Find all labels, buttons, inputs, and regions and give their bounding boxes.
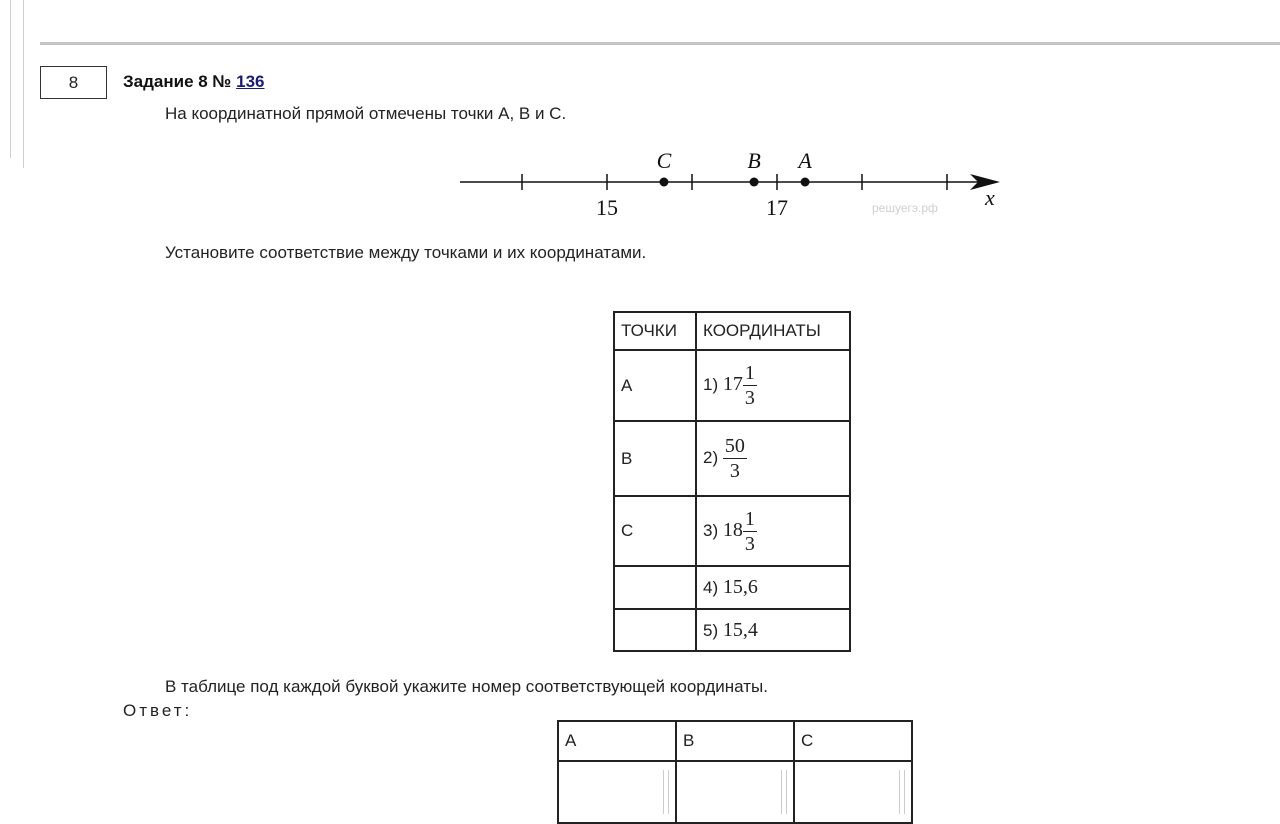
task-number-box: 8 xyxy=(40,66,107,99)
decimal-value: 15,4 xyxy=(722,618,758,641)
coordinate-option-5 xyxy=(696,609,850,651)
task-instruction: Установите соответствие между точками и их координатами. xyxy=(165,243,647,262)
answer-header-c: C xyxy=(794,721,912,761)
denominator: 3 xyxy=(744,387,755,409)
answer-input-b[interactable] xyxy=(676,761,794,823)
fraction xyxy=(723,435,747,482)
answer-label: Ответ: xyxy=(123,701,193,720)
point-cell-empty xyxy=(614,566,696,609)
mixed-fraction xyxy=(722,362,757,409)
separator xyxy=(40,42,1280,45)
mixed-fraction xyxy=(722,507,757,555)
point-label-b: B xyxy=(747,148,761,173)
numerator: 50 xyxy=(724,435,745,457)
input-field[interactable] xyxy=(781,770,787,814)
point-cell-b: B xyxy=(614,421,696,496)
coordinate-option-1 xyxy=(696,350,850,421)
numerator: 1 xyxy=(744,362,755,384)
denominator: 3 xyxy=(744,532,755,555)
whole-part: 17 xyxy=(722,373,743,396)
tick-label-15: 15 xyxy=(596,195,618,220)
point-cell-a: A xyxy=(614,350,696,421)
answer-header-b: B xyxy=(676,721,794,761)
tick-label-17: 17 xyxy=(766,195,788,220)
answer-instruction: В таблице под каждой буквой укажите номер соответствующей координаты. xyxy=(165,677,768,696)
point-cell-empty xyxy=(614,609,696,651)
point-cell-c: C xyxy=(614,496,696,566)
matching-table xyxy=(613,311,851,652)
option-number: 4) xyxy=(703,578,719,597)
point-a xyxy=(801,178,810,187)
whole-part: 18 xyxy=(722,518,743,541)
task-id-link[interactable]: 136 xyxy=(236,72,265,91)
number-line xyxy=(440,140,1010,225)
point-label-a: A xyxy=(798,148,812,173)
axis-label-x: x xyxy=(985,185,995,210)
option-number: 3) xyxy=(703,520,719,540)
coordinate-option-4 xyxy=(696,566,850,609)
answer-header-a: A xyxy=(558,721,676,761)
answer-table xyxy=(557,720,913,824)
answer-input-c[interactable] xyxy=(794,761,912,823)
answer-input-a[interactable] xyxy=(558,761,676,823)
option-number: 1) xyxy=(703,375,719,395)
coordinate-option-2 xyxy=(696,421,850,496)
decimal-value: 15,6 xyxy=(722,576,758,598)
header-coordinates: КООРДИНАТЫ xyxy=(696,312,850,350)
point-label-c: C xyxy=(656,148,672,173)
task-title xyxy=(123,72,264,92)
watermark: решуегэ.рф xyxy=(872,201,938,215)
option-number: 5) xyxy=(703,620,719,640)
input-field[interactable] xyxy=(899,770,905,814)
input-field[interactable] xyxy=(663,770,669,814)
point-b xyxy=(750,178,759,187)
numerator: 1 xyxy=(744,507,755,530)
task-title-prefix: Задание 8 № xyxy=(123,72,232,91)
point-c xyxy=(659,178,668,187)
left-border-line xyxy=(10,0,11,158)
option-number: 2) xyxy=(703,448,719,468)
denominator: 3 xyxy=(729,460,740,482)
coordinate-option-3 xyxy=(696,496,850,566)
header-points: ТОЧКИ xyxy=(614,312,696,350)
task-intro: На координатной прямой отмечены точки A, B и C. xyxy=(165,104,567,123)
left-border-line xyxy=(23,0,24,168)
